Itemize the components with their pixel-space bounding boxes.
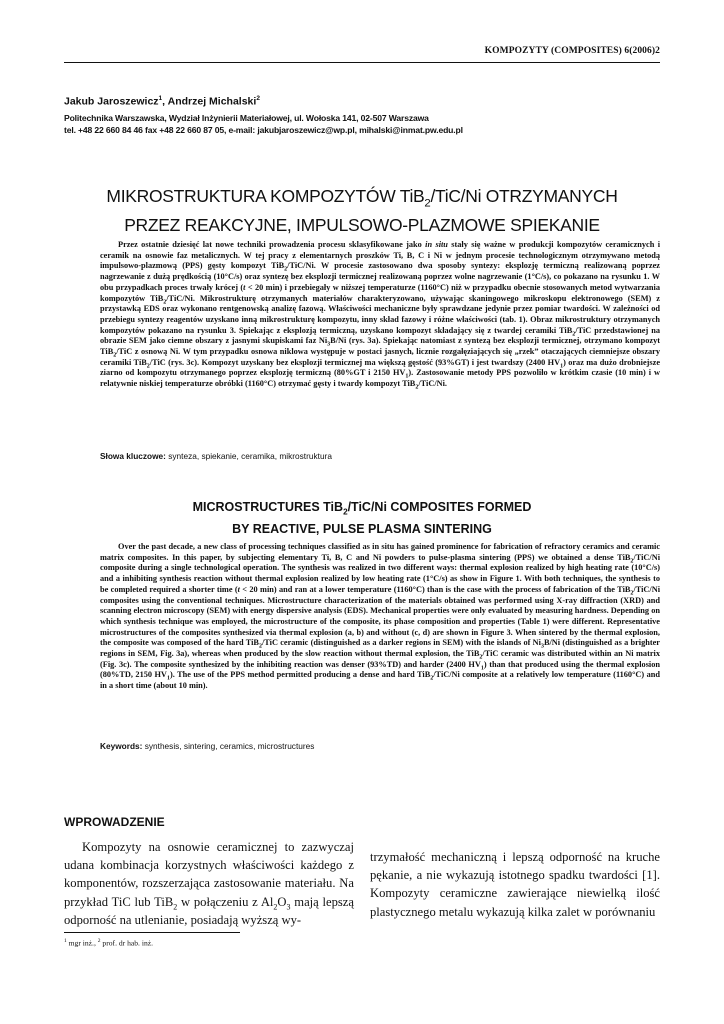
intro-text-left-column: Kompozyty na osnowie ceramicznej to zazwyczaj udana kombinacja korzystnych właściwości każdego z komponentów, rozszerzająca zastosowanie materiału. Na przykład TiC lub TiB$_2$ w połączeniu z $Al_2O_3$ mają lepszą odporność na utlenianie, posiadają wyższą wy- <box>64 840 354 927</box>
abstract-polish: Przez ostatnie dziesięć lat nowe techniki prowadzenia procesu sklasyfikowane jako in situ stały się ważne w produkcji kompozytów ceramicznych i ceramik na osnowie faz metalicznych. W tej pracy z elementarnych proszków Ti, B, C i Ni w jednym procesie technologicznym otrzymywano metodą impulsowo-plazmową (PPS) gęsty kompozyt TiB$_2$/TiC/Ni. W procesie zastosowano dwa sposoby syntezy: eksplozję termiczną realizowaną poprzez nagrzewanie z dużą prędkością (10°C/s) oraz syntezę bez eksplozji termicznej realizowaną poprzez wolne nagrzewanie (1°C/s), co pokazano na rysunku 1. W obu przypadkach proces trwały krócej (t < 20 min) i przebiegały w niższej temperaturze (1160°C) niż w przypadku obecnie stosowanych metod wytwarzania kompozytów TiB$_2$/TiC/Ni. Mikrostrukturę otrzymanych materiałów charakteryzowano, używając skaningowego mikroskopu elektronowego (SEM) z przystawką EDS oraz wykonano rentgenowską analizę fazową. Właściwości mechaniczne były sprawdzane jedynie przez pomiar twardości. W zależności od przebiegu syntezy reagentów uzyskano inną mikrostrukturę kompozytu, inny skład fazowy i różne właściwości (tab. 1). Obraz mikrostruktury otrzymanych kompozytów pokazano na rysunku 3. Spiekając z eksplozją termiczną, uzyskano kompozyt składający się z twardej ceramiki TiB$_2$/TiC przedstawionej na obrazie SEM jako ciemne obszary z jasnymi skupiskami faz $Ni_3B/Ni$ (rys. 3a). Spiekając natomiast z syntezą bez eksplozji termicznej, otrzymano kompozyt TiB$_2$/TiC z osnową Ni. W tym przypadku osnowa niklowa występuje w postaci jasnych, licznie rozgałęziających się „rzek” otaczających ciemniejsze obszary ceramiki TiB$_2$/TiC (rys. 3c). Kompozyt uzyskany bez eksplozji termicznej ma większą gęstość (93%GT) i jest twardszy (2400 $HV_1$) oraz ma dużo drobniejsze ziarno od kompozytu otrzymanego poprzez eksplozję termiczną (80%GT i 2150 $HV_1$). Zastosowanie metody PPS pozwoliło w krótkim czasie (10 min) i w relatywnie niskiej temperaturze obróbki (1160°C) otrzymać gęsty i twardy kompozyt TiB$_2$/TiC/Ni. <box>100 240 661 391</box>
paper-title-english <box>64 499 660 537</box>
keywords-text: synteza, spiekanie, ceramika, mikrostruktura <box>165 451 332 461</box>
author-footnote: $^1$ mgr inż., $^2$ prof. dr hab. inż. <box>64 938 154 948</box>
title-line: BY REACTIVE, PULSE PLASMA SINTERING <box>232 521 492 536</box>
keywords-polish <box>100 451 660 461</box>
author-list <box>64 95 664 108</box>
title-line: PRZEZ REAKCYJNE, IMPULSOWO-PLAZMOWE SPIEKANIE <box>124 214 600 235</box>
author-footnote-mark: 2 <box>256 95 260 102</box>
keywords-label: Słowa kluczowe: <box>100 451 166 461</box>
author-footnote-mark: 1 <box>158 95 163 102</box>
keywords-english <box>100 741 660 751</box>
abstract-english: Over the past decade, a new class of processing techniques classified as in situ has gained prominence for fabrication of refractory ceramics and ceramic matrix composites. In this paper, by subjecting elementary Ti, B, C and Ni powders to pulse-plasma sintering (PPS) we obtained a dense TiB$_2$/TiC/Ni composite during a single technological operation. The synthesis was realized in two different ways: thermal explosion realized by high heating rate (10°C/s) and a inhibiting synthesis reaction without thermal explosion realized by low heating rate (1°C/s) as show in Figure 1. With both techniques, the synthesis to be completed required a shorter time (t < 20 min) and ran at a lower temperature (1160°C) than is the case with the process of fabrication of the TiB$_2$/TiC/Ni composites using the conventional techniques. Microstructure characterization of the materials obtained was performed using X-ray diffraction (XRD) and scanning electron microscopy (SEM) with energy dispersive analysis (EDS). Mechanical properties were only evaluated by measuring hardness. Depending on which synthesis technique was employed, the microstructure of the composite, its phase composition and properties (Table 1) were different. Representative microstructures of the composites synthesized via thermal explosion (a, b) and without (c, d) are shown in Figure 3. When sintered by the thermal explosion, the composite was composed of the hard TiB$_2$/TiC ceramic (distinguished as a darker regions in SEM) with the islands of $Ni_3B/Ni$ (distinguished as a brighter regions in SEM, Fig. 3a), whereas when produced by the slow reaction without thermal explosion, the TiB$_2$/TiC ceramic was distributed within an Ni matrix (Fig. 3c). The composite synthesized by the inhibiting reaction was denser (93%TD) and harder (2400 $HV_1$) than that produced using the thermal explosion (80%TD, 2150 $HV_1$). The use of the PPS method permitted producing a dense and hard TiB$_2$/TiC/Ni composite at a relatively low temperature (1160°C) and in a short time (about 10 min). <box>100 542 660 691</box>
keywords-label: Keywords: <box>100 741 143 751</box>
paper-title-polish <box>64 186 660 236</box>
footnote-rule <box>64 932 240 933</box>
author-contact: tel. +48 22 660 84 46 fax +48 22 660 87 05, e-mail: jakubjaroszewicz@wp.pl, mihalski@inmat.pw.edu.pl <box>64 125 463 135</box>
author-affiliation: Politechnika Warszawska, Wydział Inżynierii Materiałowej, ul. Wołoska 141, 02-507 Warszawa <box>64 113 429 123</box>
author-name: Jakub Jaroszewicz <box>64 95 159 108</box>
intro-text-right-column: trzymałość mechaniczną i lepszą odporność na kruche pękanie, a nie wykazują istotnego spadku twardości [1]. Kompozyty ceramiczne zawierające niewielką ilość plastycznego metalu wykazują kilka zalet w porównaniu <box>370 850 660 919</box>
keywords-text: synthesis, sintering, ceramics, microstructures <box>142 741 315 751</box>
title-line: MIKROSTRUKTURA KOMPOZYTÓW TiB$_2$/TiC/Ni OTRZYMANYCH <box>106 186 618 210</box>
journal-header: KOMPOZYTY (COMPOSITES) 6(2006)2 <box>484 46 660 56</box>
author-name: Andrzej Michalski <box>167 95 257 108</box>
title-line: MICROSTRUCTURES TiB$_2$/TiC/Ni COMPOSITES FORMED <box>192 500 532 517</box>
section-heading: WPROWADZENIE <box>64 815 165 829</box>
header-rule <box>64 62 660 63</box>
author-separator: , <box>162 95 168 108</box>
